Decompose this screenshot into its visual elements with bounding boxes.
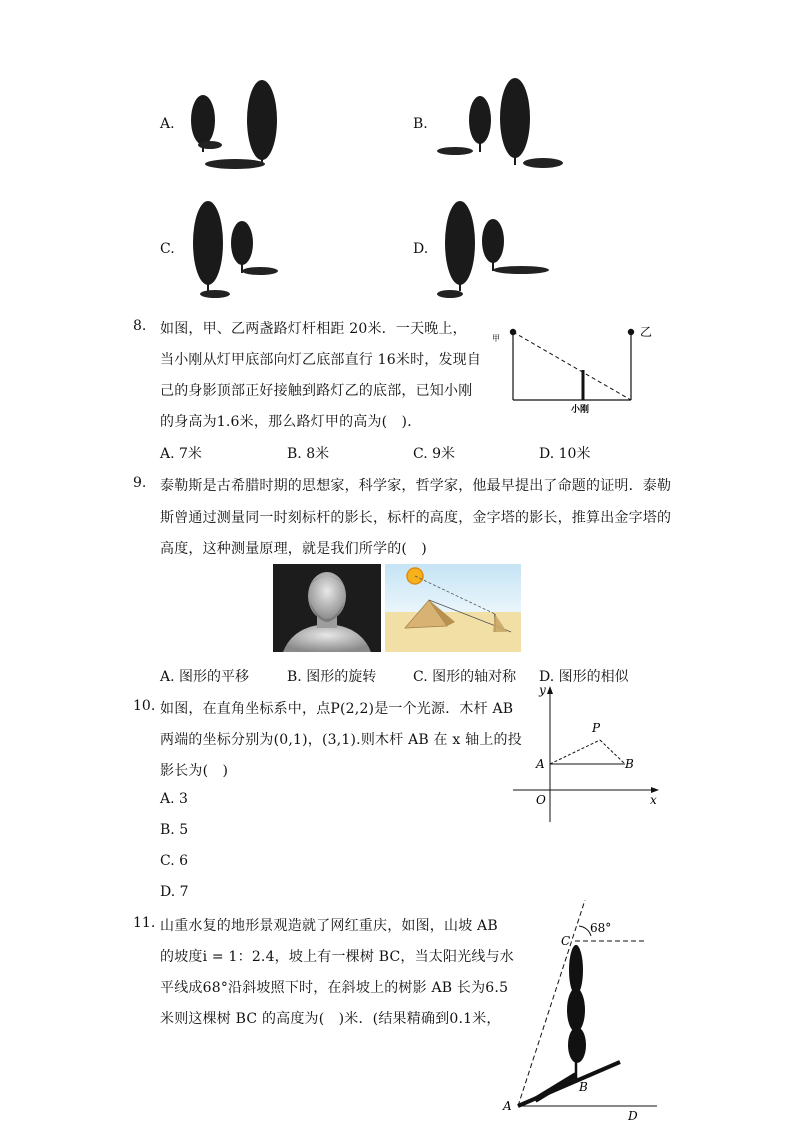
- q9-option-c[interactable]: C. 图形的轴对称: [413, 669, 517, 685]
- person-label: 小刚: [571, 405, 590, 415]
- q8-option-b[interactable]: B. 8米: [287, 446, 330, 462]
- y-axis-label: y: [539, 683, 546, 697]
- origin-label: O: [536, 793, 546, 807]
- thales-bust-image: [273, 564, 381, 652]
- q11-number: 11.: [133, 915, 156, 931]
- point-a-label: A: [536, 757, 545, 771]
- option-c-label[interactable]: C.: [160, 241, 175, 257]
- point-a-label: A: [503, 1099, 512, 1113]
- option-d-label[interactable]: D.: [413, 241, 429, 257]
- option-a-trees-figure: [180, 70, 290, 170]
- angle-label: 68°: [590, 921, 612, 935]
- q11-text-line: 平线成68°沿斜坡照下时，在斜坡上的树影 AB 长为6.5: [160, 980, 509, 996]
- q8-option-c[interactable]: C. 9米: [413, 446, 456, 462]
- q8-number: 8.: [133, 318, 147, 334]
- q10-coordinate-figure: [505, 682, 665, 827]
- option-b-label[interactable]: B.: [413, 116, 428, 132]
- q8-text-line: 的身高为1.6米，那么路灯甲的高为( )．: [160, 414, 422, 430]
- q8-option-d[interactable]: D. 10米: [539, 446, 591, 462]
- q9-text-line: 泰勒斯是古希腊时期的思想家，科学家，哲学家，他最早提出了命题的证明．泰勒: [160, 478, 672, 494]
- q10-option-d[interactable]: D. 7: [160, 884, 189, 900]
- q10-text-line: 影长为( ): [160, 763, 229, 779]
- q11-text-line: 米则这棵树 BC 的高度为( )米．(结果精确到0.1米，: [160, 1011, 501, 1027]
- point-b-label: B: [579, 1080, 588, 1094]
- option-b-trees-figure: [435, 70, 565, 170]
- q9-option-b[interactable]: B. 图形的旋转: [287, 669, 377, 685]
- q11-slope-tree-figure: [495, 900, 665, 1123]
- q9-text-line: 高度，这种测量原理，就是我们所学的( ): [160, 541, 427, 557]
- q11-text-line: 山重水复的地形景观造就了网红重庆，如图，山坡 AB: [160, 918, 498, 934]
- point-d-label: D: [628, 1109, 638, 1123]
- lamp-b-dot: [628, 329, 634, 335]
- lamp-a-dot: [510, 329, 516, 335]
- q9-number: 9.: [133, 475, 147, 491]
- q11-text-line: 的坡度i = 1：2.4，坡上有一棵树 BC，当太阳光线与水: [160, 949, 514, 965]
- q10-option-b[interactable]: B. 5: [160, 822, 189, 838]
- q8-option-a[interactable]: A. 7米: [160, 446, 202, 462]
- lamp-b-label: 乙: [640, 325, 653, 339]
- x-axis-label: x: [650, 793, 657, 807]
- q8-streetlight-figure: [488, 320, 658, 415]
- q9-option-a[interactable]: A. 图形的平移: [160, 669, 250, 685]
- option-a-label[interactable]: A.: [160, 116, 175, 132]
- q8-text-line: 己的身影顶部正好接触到路灯乙的底部，已知小刚: [160, 383, 473, 399]
- q10-text-line: 如图，在直角坐标系中，点P(2,2)是一个光源．木杆 AB: [160, 701, 514, 717]
- q10-option-a[interactable]: A. 3: [160, 791, 188, 807]
- pyramid-illustration: [385, 564, 521, 652]
- q8-text-line: 当小刚从灯甲底部向灯乙底部直行 16米时，发现自: [160, 352, 482, 368]
- q9-option-d[interactable]: D. 图形的相似: [539, 669, 629, 685]
- q10-number: 10.: [133, 698, 156, 714]
- q9-text-line: 斯曾通过测量同一时刻标杆的影长，标杆的高度，金字塔的影长，推算出金字塔的: [160, 510, 672, 526]
- q8-text-line: 如图，甲、乙两盏路灯杆相距 20米．一天晚上，: [160, 321, 467, 337]
- point-c-label: C: [561, 934, 571, 948]
- lamp-a-label: 甲: [492, 334, 500, 343]
- option-d-trees-figure: [435, 195, 555, 300]
- option-c-trees-figure: [180, 195, 290, 300]
- point-b-label: B: [625, 757, 634, 771]
- point-p-label: P: [592, 721, 601, 735]
- q10-text-line: 两端的坐标分别为(0,1)，(3,1).则木杆 AB 在 x 轴上的投: [160, 732, 522, 748]
- q10-option-c[interactable]: C. 6: [160, 853, 189, 869]
